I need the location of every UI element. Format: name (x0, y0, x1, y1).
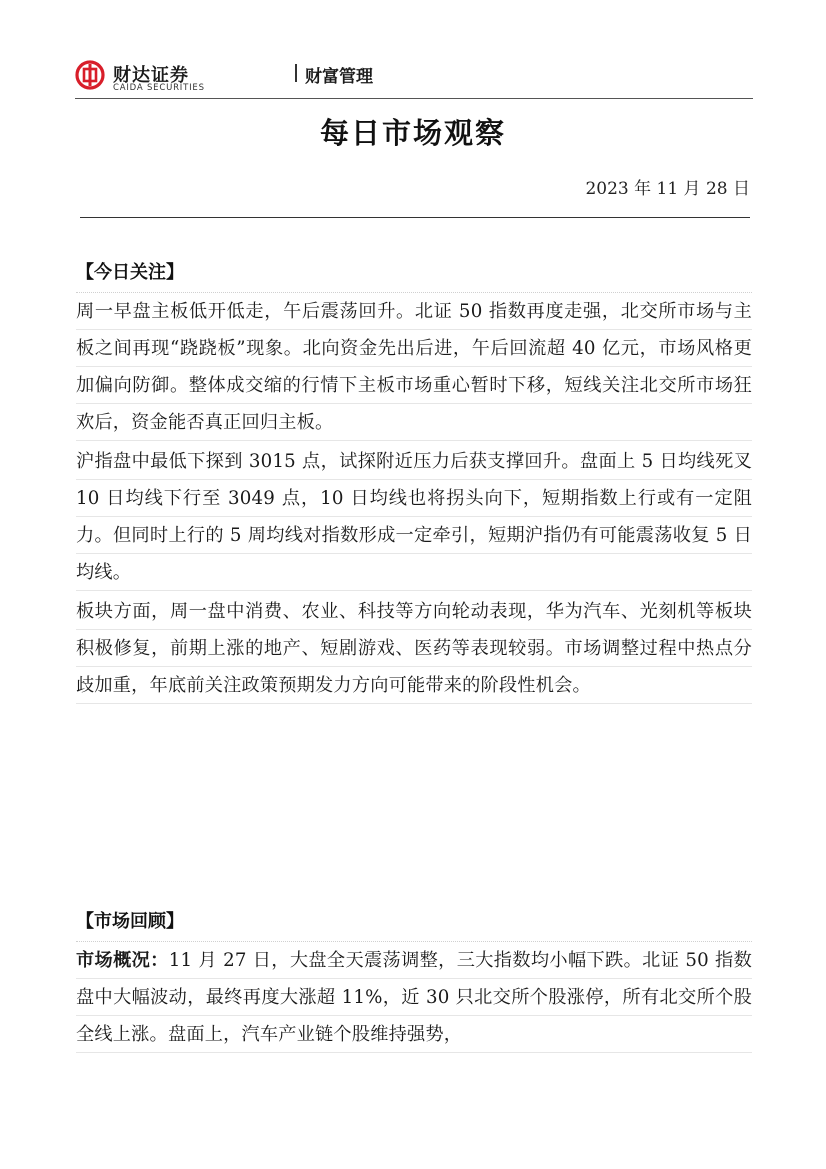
brand-subtitle: 财富管理 (305, 67, 373, 87)
section-heading: 【市场回顾】 (76, 903, 752, 942)
paragraph: 沪指盘中最低下探到 3015 点，试探附近压力后获支撑回升。盘面上 5 日均线死叉 10 日均线下行至 3049 点，10 日均线也将拐头向下，短期指数上行或有一定阻力。但同时上行的 5 周均线对指数形成一定牵引，短期沪指仍有可能震荡收复 5 日均线。 (76, 443, 752, 591)
paragraph (76, 942, 752, 1053)
brand-separator (295, 64, 297, 82)
section-heading: 【今日关注】 (76, 254, 752, 293)
paragraph-lead: 市场概况： (76, 950, 169, 971)
paragraph-text: 11 月 27 日，大盘全天震荡调整，三大指数均小幅下跌。北证 50 指数盘中大幅波动，最终再度大涨超 11%，近 30 只北交所个股涨停，所有北交所个股全线上涨。盘面上，汽车产业链个股维持强势， (76, 950, 752, 1045)
paragraph: 板块方面，周一盘中消费、农业、科技等方向轮动表现，华为汽车、光刻机等板块积极修复，前期上涨的地产、短剧游戏、医药等表现较弱。市场调整过程中热点分歧加重，年底前关注政策预期发力方向可能带来的阶段性机会。 (76, 593, 752, 704)
caida-logo-icon (75, 60, 105, 90)
title-divider (80, 217, 750, 218)
brand-english-name: CAIDA SECURITIES (113, 83, 205, 93)
paragraph: 周一早盘主板低开低走，午后震荡回升。北证 50 指数再度走强，北交所市场与主板之间再现“跷跷板”现象。北向资金先出后进，午后回流超 40 亿元，市场风格更加偏向防御。整体成交缩的行情下主板市场重心暂时下移，短线关注北交所市场狂欢后，资金能否真正回归主板。 (76, 293, 752, 441)
section-today-focus (76, 254, 752, 704)
report-date: 2023 年 11 月 28 日 (585, 179, 750, 199)
page-header (75, 58, 753, 98)
header-divider (75, 98, 753, 99)
brand-name: 财达证券 (113, 65, 189, 86)
section-market-review (76, 903, 752, 1053)
page-title: 每日市场观察 (319, 116, 506, 150)
